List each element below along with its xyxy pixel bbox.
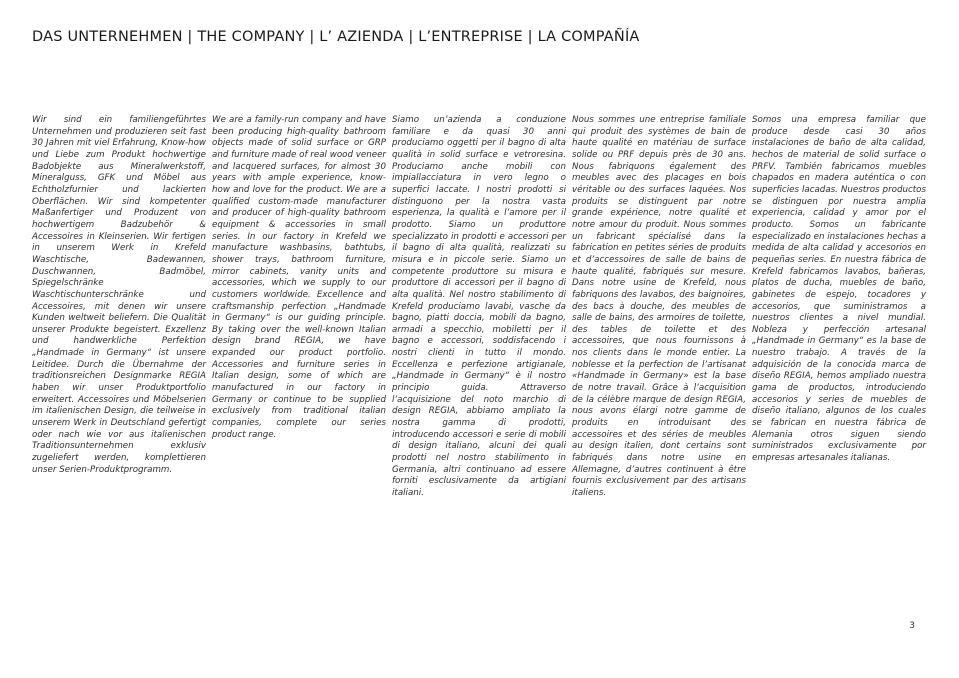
column-spanish: Somos una empresa familiar que produce desde casi 30 años instalaciones de baño de alta calidad, hechos de material de solid surface o PRFV. También fabricamos muebles chapados en madera auténtica o con superficies lacadas. Nuestros productos se distinguen por nuestra amplia experiencia, calidad y amor por el producto. Somos un fabricante especializado en instalaciones hechas a medida de alta calidad y accesorios en pequeñas series. En nuestra fábrica de Krefeld fabricamos lavabos, bañeras, platos de ducha, muebles de baño, gabinetes de espejo, tocadores y accesorios, que suministramos a nuestros clientes a nivel mundial. Nobleza y perfección artesanal „Handmade in Germany“ es la base de nuestro trabajo. A través de la adquisición de la conocida marca de diseño REGIA, hemos ampliado nuestra gama de productos, introduciendo accesorios y series de muebles de diseño italiano, algunos de los cuales se fabrican en nuestra fábrica de Alemania otros siguen siendo suministrados exclusivamente por empresas artesanales italianas.	[752, 115, 926, 464]
column-italian: Siamo un’azienda a conduzione familiare e da quasi 30 anni produciamo oggetti per il bagno di alta qualità in solid surface e vetroresina. Produciamo anche mobili con impiallacciatura in vero legno o superfici laccate. I nostri prodotti si distinguono per la nostra vasta esperienza, la qualità e l’amore per il prodotto. Siamo un produttore specializzato in prodotti e accessori per il bagno di alta qualità, realizzati su misura e in piccole serie. Siamo un competente produttore su misura e produttore di accessori per il bagno di alta qualità. Nel nostro stabilimento di Krefeld produciamo lavabi, vasche da bagno, piatti doccia, mobili da bagno, armadi a specchio, mobiletti per il bagno e accessori, soddisfacendo i nostri clienti in tutto il mondo. Eccellenza e perfezione artigianale, „Handmade in Germany“ è il nostro principio guida. Attraverso l’acquisizione del noto marchio di design REGIA, abbiamo ampliato la nostra gamma di prodotti, introducendo accessori e serie di mobili di design italiano, alcuni dei quali prodotti nel nostro stabilimento in Germania, altri continuano ad essere forniti esclusivamente da artigiani italiani.	[392, 115, 566, 498]
page-number: 3	[909, 621, 915, 631]
column-english: We are a family-run company and have been producing high-quality bathroom objects made of solid surface or GRP and furniture made of real wood veneer and lacquered surfaces, for almost 30 years with ample experience, know-how and love for the product. We are a qualified custom-made manufacturer and producer of high-quality bathroom equipment & accessories in small series. In our factory in Krefeld we manufacture washbasins, bathtubs, shower trays, bathroom furniture, mirror cabinets, vanity units and accessories, which we supply to our customers worldwide. Excellence and craftsmanship perfection „Handmade in Germany“ is our guiding principle. By taking over the well-known Italian design brand REGIA, we have expanded our product portfolio. Accessories and furniture series in Italian design, some of which are manufactured in our factory in Germany or continue to be supplied exclusively from traditional italian companies, complete our series product range.	[212, 115, 386, 440]
page-title: DAS UNTERNEHMEN | THE COMPANY | L’ AZIENDA | L’ENTREPRISE | LA COMPAÑÍA	[32, 29, 640, 45]
column-french: Nous sommes une entreprise familiale qui produit des systèmes de bain de haute qualité en matériau de surface solide ou PRF depuis près de 30 ans. Nous fabriquons également des meubles avec des placages en bois véritable ou des surfaces laquées. Nos produits se distinguent par notre grande expérience, notre qualité et notre amour du produit. Nous sommes un fabricant spécialisé dans la fabrication en petites séries de produits et d’accessoires de salle de bains de haute qualité, fabriqués sur mesure. Dans notre usine de Krefeld, nous fabriquons des lavabos, des baignoires, des bacs à douche, des meubles de salle de bains, des armoires de toilette, des tables de toilette et des accessoires, que nous fournissons à nos clients dans le monde entier. La noblesse et la perfection de l’artisanat «Handmade in Germany» est la base de notre travail. Grâce à l’acquisition de la célèbre marque de design REGIA, nous avons élargi notre gamme de produits en introduisant des accessoires et des séries de meubles au design italien, dont certains sont fabriqués dans notre usine en Allemagne, d’autres continuent à être fournis exclusivement par des artisans italiens.	[572, 115, 746, 498]
text-columns	[32, 115, 926, 500]
column-german: Wir sind ein familiengeführtes Unternehmen und produzieren seit fast 30 Jahren mit viel Erfahrung, Know-how und Liebe zum Produkt hochwertige Badobjekte aus Mineralwerkstoff, Mineralguss, GFK und Möbel aus Echtholzfurnier und lackierten Oberflächen. Wir sind kompetenter Maßanfertiger und Produzent von hochwertigem Badzubehör & Accessoires in Kleinserien. Wir fertigen in unserem Werk in Krefeld Waschtische, Badewannen, Duschwannen, Badmöbel, Spiegelschränke Waschtischunterschränke und Accessoires, mit denen wir unsere Kunden weltweit beliefern. Die Qualität unserer Produkte begeistert. Exzellenz und handwerkliche Perfektion „Handmade in Germany“ ist unsere Leitidee. Durch die Übernahme der traditionsreichen Designmarke REGIA haben wir unser Produktportfolio erweitert. Accessoires und Möbelserien im italienischen Design, die teilweise in unserem Werk in Deutschland gefertigt oder nach wie vor aus italienischen Traditionsunternehmen exklusiv zugeliefert werden, komplettieren unser Serien-Produktprogramm.	[32, 115, 206, 475]
